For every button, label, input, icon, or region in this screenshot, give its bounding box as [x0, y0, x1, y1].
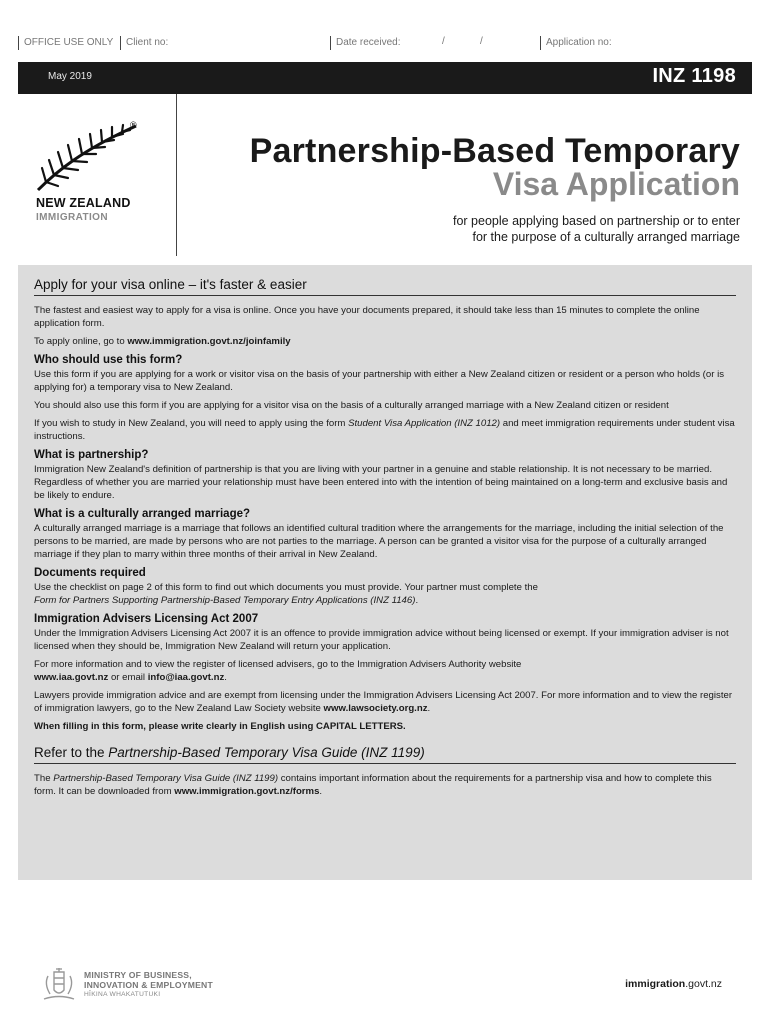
date-separator: / [480, 36, 483, 47]
date-separator: / [442, 36, 445, 47]
nz-immigration-logo [36, 120, 148, 230]
joinfamily-link[interactable]: www.immigration.govt.nz/joinfamily [127, 336, 291, 347]
who-text-3-suffix: and meet immigration requirements under student visa instructions. [34, 418, 735, 442]
who-text-3-prefix: If you wish to study in New Zealand, you will need to apply using the form [34, 418, 349, 429]
logo-new-zealand: NEW ZEALAND [36, 196, 131, 210]
ministry-maori-name: HĪKINA WHAKATUTUKI [84, 991, 161, 998]
who-text-3 [34, 417, 736, 443]
who-text-2: You should also use this form if you are applying for a visitor visa on the basis of a culturally arranged marriage with a New Zealand citizen or resident [34, 400, 669, 411]
advisers-heading: Immigration Advisers Licensing Act 2007 [34, 613, 259, 625]
ministry-name-line2: INNOVATION & EMPLOYMENT [84, 980, 213, 990]
footer-url-rest: .govt.nz [685, 978, 722, 990]
arranged-marriage-heading: What is a culturally arranged marriage? [34, 508, 251, 520]
advisers-text-2-mid: or email [108, 672, 148, 683]
refer-heading-guide: Partnership-Based Temporary Visa Guide (INZ 1199) [108, 745, 425, 760]
advisers-text-2-prefix: For more information and to view the register of licensed advisers, go to the Immigration Advisers Authority website [34, 659, 522, 670]
documents-heading: Documents required [34, 567, 146, 579]
partners-form-ref: Form for Partners Supporting Partnership-Based Temporary Entry Applications (INZ 1146) [34, 595, 416, 606]
forms-link[interactable]: www.immigration.govt.nz/forms [174, 786, 320, 797]
visa-guide-ref: Partnership-Based Temporary Visa Guide (INZ 1199) [53, 773, 279, 784]
refer-text-prefix: The [34, 773, 54, 784]
advisers-text-2 [34, 658, 736, 684]
nz-coat-of-arms-icon [38, 966, 80, 1004]
refer-heading [34, 745, 736, 764]
date-received-label: Date received: [330, 36, 400, 50]
client-no-label: Client no: [120, 36, 168, 50]
header-bar [18, 62, 752, 94]
registered-mark: ® [130, 120, 137, 130]
iaa-email-link[interactable]: info@iaa.govt.nz [147, 672, 225, 683]
office-use-row [0, 36, 770, 52]
form-code: INZ 1198 [652, 65, 736, 87]
who-text-1: Use this form if you are applying for a work or visitor visa on the basis of your partnership with either a New Zealand citizen or resident or a person who holds (or is applying for) a temporary visa to New Zealand. [34, 369, 725, 393]
partnership-heading: What is partnership? [34, 449, 149, 461]
partnership-text: Immigration New Zealand's definition of partnership is that you are living with your partner in a genuine and stable relationship. It is not necessary to be married. Regardless of whether you are married your relationship must have been entered into with the intention of being maintained on a long-term and exclusive basis and be likely to endure. [34, 464, 728, 501]
documents-text-main: Use the checklist on page 2 of this form to find out which documents you must provide. Your partner must complete the [34, 582, 538, 593]
documents-text [34, 581, 736, 607]
application-no-label: Application no: [540, 36, 612, 50]
page-title-line2: Visa Application [492, 166, 740, 202]
apply-online-text: The fastest and easiest way to apply for a visa is online. Once you have your documents prepared, it should take less than 15 minutes to complete the online application form. [34, 305, 700, 329]
advisers-text-3 [34, 689, 736, 715]
advisers-text-2-end: . [224, 672, 227, 683]
subtitle-line1: for people applying based on partnership or to enter [453, 214, 740, 228]
student-visa-form-ref: Student Visa Application (INZ 1012) [348, 418, 501, 429]
apply-online-heading: Apply for your visa online – it's faster & easier [34, 277, 736, 296]
subtitle-line2: for the purpose of a culturally arranged marriage [472, 230, 740, 244]
info-panel-content [34, 277, 736, 803]
page-title: Partnership-Based Temporary [249, 132, 740, 170]
advisers-text-3-end: . [427, 703, 431, 714]
refer-text-end: . [319, 786, 323, 797]
advisers-text-1: Under the Immigration Advisers Licensing Act 2007 it is an offence to provide immigration advice without being licensed or exempt. If your immigration adviser is not licensed when they should be, Immigration New Zealand will return your application. [34, 628, 729, 652]
form-date: May 2019 [48, 71, 92, 82]
iaa-website-link[interactable]: www.iaa.govt.nz [34, 672, 109, 683]
capital-letters-notice: When filling in this form, please write clearly in English using CAPITAL LETTERS. [34, 721, 406, 732]
logo-immigration: IMMIGRATION [36, 212, 108, 223]
ministry-name-line1: MINISTRY OF BUSINESS, [84, 970, 192, 980]
advisers-text-3-prefix: Lawyers provide immigration advice and are exempt from licensing under the Immigration Advisers Licensing Act 2007. For more information and to view the register of immigration lawyers, go to the New Zealand Law Society website [34, 690, 733, 714]
footer-website-link[interactable] [625, 978, 722, 990]
documents-text-end: . [415, 595, 419, 606]
apply-online-prefix: To apply online, go to [34, 336, 128, 347]
office-use-label: OFFICE USE ONLY [18, 36, 113, 50]
law-society-link[interactable]: www.lawsociety.org.nz [323, 703, 428, 714]
who-heading: Who should use this form? [34, 354, 183, 366]
refer-text-mid: contains important information about the requirements for a partnership visa and how to complete this form. It can be downloaded from [34, 773, 712, 797]
mbie-logo [38, 966, 238, 1006]
refer-text [34, 772, 736, 798]
header-divider [176, 94, 177, 256]
arranged-marriage-text: A culturally arranged marriage is a marriage that follows an identified cultural tradition where the arrangements for the marriage, including the initial selection of the persons to be married, are made by persons who are not parties to the marriage. A person can be granted a visitor visa for the purpose of a culturally arranged marriage if they plan to marry within three months of their arrival in New Zealand. [34, 523, 724, 560]
info-panel [18, 265, 752, 880]
footer-url-bold: immigration [625, 978, 686, 990]
silver-fern-icon [36, 120, 140, 196]
page-subtitle [453, 213, 740, 245]
apply-online-link-text [34, 335, 736, 348]
refer-heading-prefix: Refer to the [34, 745, 109, 760]
